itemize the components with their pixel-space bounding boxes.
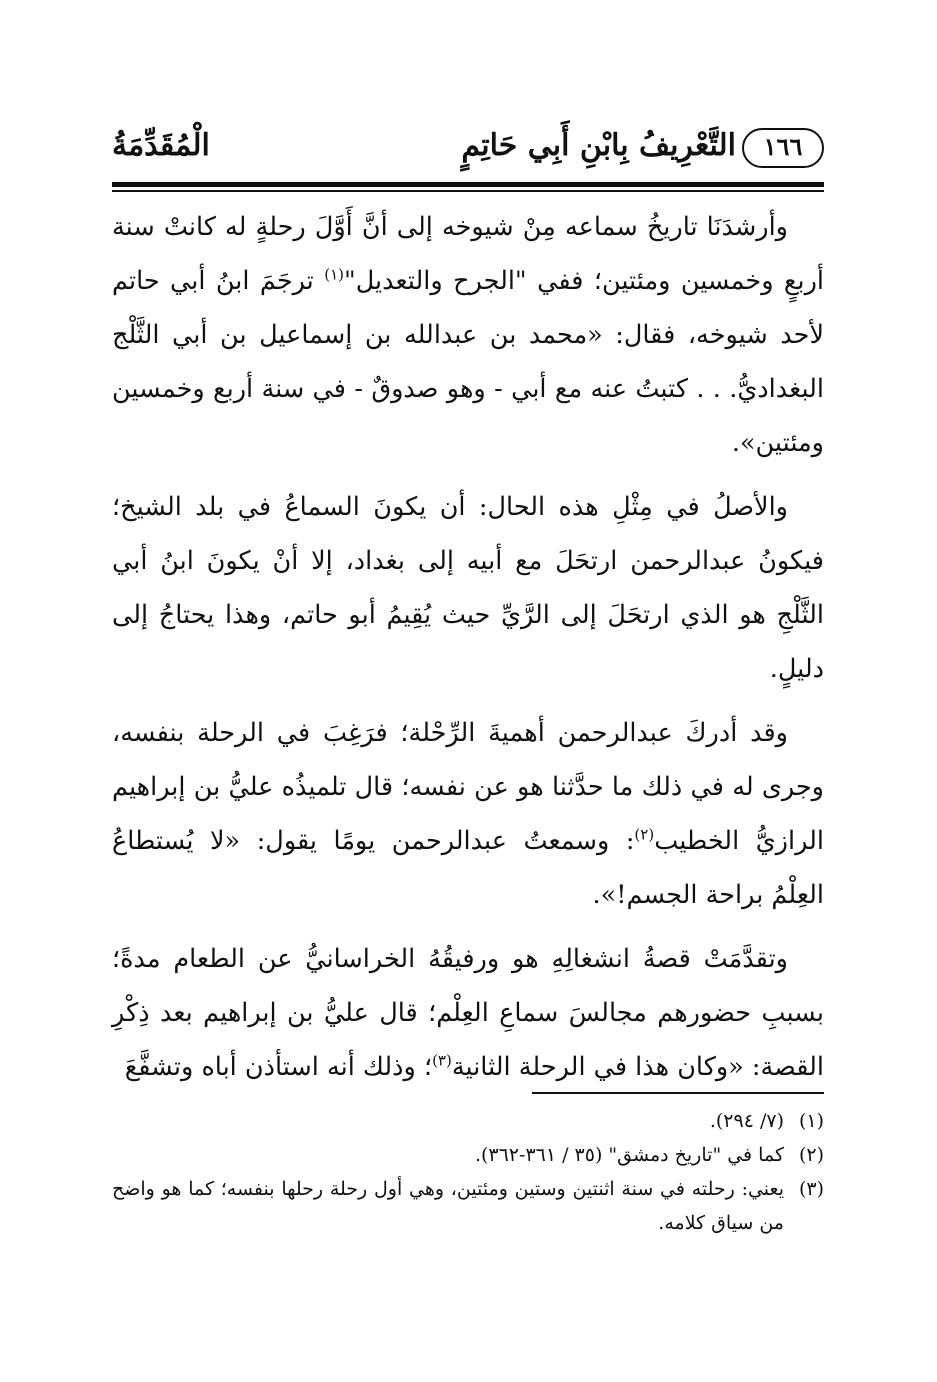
footnotes [112,1104,824,1240]
body-text [112,200,824,1104]
footnote [112,1138,824,1172]
footnote-ref: (٢) [634,825,655,844]
footnote-text: يعني: رحلته في سنة اثنتين وستين ومئتين، وهي أول رحلة رحلها بنفسه؛ كما هو واضح من سياق كلامه. [112,1178,784,1234]
footnote [112,1172,824,1240]
paragraph [112,480,824,696]
footnote-ref: (١) [324,265,344,284]
paragraph-text: : وسمعتُ عبدالرحمن يومًا يقول: «لا يُستطاعُ العِلْمُ براحة الجسم!». [112,826,824,910]
footnote-number: (٣) [798,1178,824,1200]
header-rule-thick [112,182,824,187]
paragraph-text: وقد أدركَ عبدالرحمن أهميةَ الرِّحْلة؛ فرَغِبَ في الرحلة بنفسه، وجرى له في ذلك ما حدَّثنا هو عن نفسه؛ قال تلميذُه عليُّ بن إبراهيم الرازيُّ الخطيب [112,718,824,856]
paragraph-text: وأرشدَنَا تاريخُ سماعه مِنْ شيوخه إلى أنَّ أَوَّلَ رحلةٍ له كانتْ سنة أربعٍ وخمسين ومئتين؛ ففي "الجرح والتعديل" [112,212,824,296]
book-title: التَّعْرِيفُ بِابْنِ أَبِي حَاتِمٍ [461,128,736,163]
page-header [112,120,824,180]
footnote-number: (٢) [798,1144,824,1166]
paragraph-text: وتقدَّمَتْ قصةُ انشغالِهِ هو ورفيقُهُ الخراسانيُّ عن الطعام مدةً؛ بسببِ حضورهم مجالسَ سماعِ العِلْم؛ قال عليُّ بن إبراهيم بعد ذِكْرِ القصة: «وكان هذا في الرحلة الثانية [112,944,824,1082]
footnote-ref: (٣) [432,1051,452,1070]
footnote-text: كما في "تاريخ دمشق" (٣٥ / ٣٦١-٣٦٢). [474,1144,784,1166]
footnote-separator [532,1092,824,1094]
footnote-number: (١) [798,1110,824,1132]
footnote [112,1104,824,1138]
paragraph-text: ترجَمَ ابنُ أبي حاتم لأحد شيوخه، فقال: «محمد بن عبدالله بن إسماعيل بن أبي الثَّلْج البغداديُّ. . . كتبتُ عنه مع أبي - وهو صدوقٌ - في سنة أربع وخمسين ومئتين». [112,266,824,458]
header-rule-thin [112,190,824,192]
section-title: الْمُقَدِّمَةُ [112,128,210,163]
paragraph [112,706,824,922]
paragraph [112,932,824,1094]
footnote-text: (٧/ ٢٩٤). [709,1110,784,1132]
paragraph [112,200,824,470]
page-number: ١٦٦ [742,128,824,168]
paragraph-text: ؛ وذلك أنه استأذن أباه وتشفَّعَ [124,1052,433,1082]
paragraph-text: والأصلُ في مِثْلِ هذه الحال: أن يكونَ السماعُ في بلد الشيخ؛ فيكونُ عبدالرحمن ارتحَلَ مع أبيه إلى بغداد، إلا أنْ يكونَ ابنُ أبي الثَّلْجِ هو الذي ارتحَلَ إلى الرَّيِّ حيث يُقِيمُ أبو حاتم، وهذا يحتاجُ إلى دليلٍ. [112,492,824,684]
